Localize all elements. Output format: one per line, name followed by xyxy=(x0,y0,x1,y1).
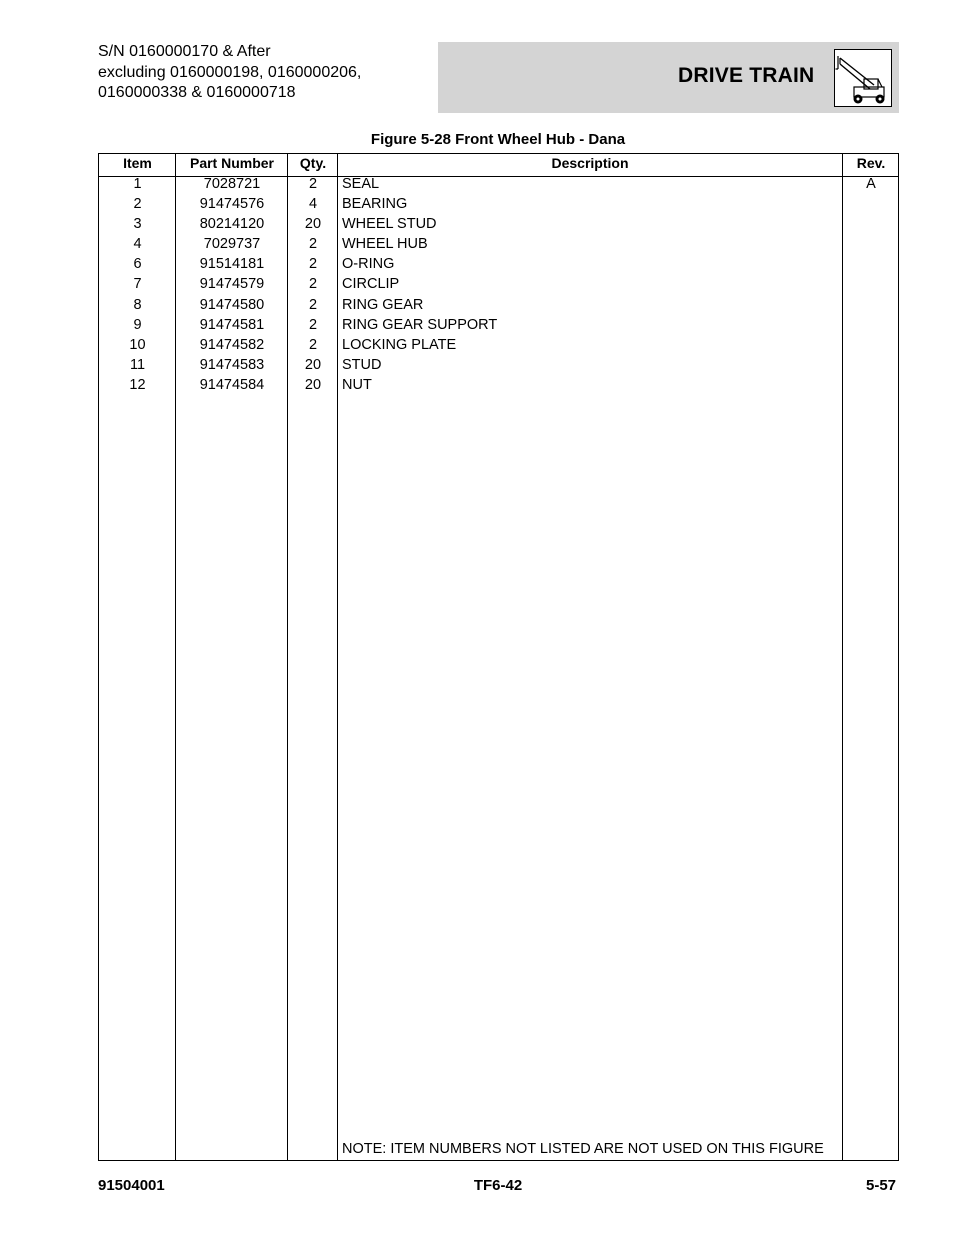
column-header-rev: Rev. xyxy=(856,155,886,171)
part-number: 91474584 xyxy=(199,377,265,393)
item-number: 11 xyxy=(129,357,146,373)
part-number: 7028721 xyxy=(203,176,261,192)
quantity: 2 xyxy=(308,276,318,292)
table-row xyxy=(99,377,898,397)
quantity: 20 xyxy=(304,357,322,373)
column-header-description: Description xyxy=(551,155,629,171)
table-note: NOTE: ITEM NUMBERS NOT LISTED ARE NOT USED ON THIS FIGURE xyxy=(342,1141,824,1157)
quantity: 2 xyxy=(308,176,318,192)
quantity: 2 xyxy=(308,256,318,272)
serial-line-2: excluding 0160000198, 0160000206, xyxy=(98,63,362,81)
table-row xyxy=(99,196,898,216)
part-number: 7029737 xyxy=(203,236,261,252)
table-row xyxy=(99,276,898,296)
figure-title: Figure 5-28 Front Wheel Hub - Dana xyxy=(370,131,626,148)
description: SEAL xyxy=(342,176,380,192)
part-number: 91474581 xyxy=(199,317,265,333)
item-number: 12 xyxy=(129,377,146,393)
item-number: 9 xyxy=(133,317,142,333)
quantity: 2 xyxy=(308,337,318,353)
part-number: 91474579 xyxy=(199,276,265,292)
item-number: 7 xyxy=(133,276,142,292)
table-row xyxy=(99,297,898,317)
quantity: 2 xyxy=(308,317,318,333)
quantity: 2 xyxy=(308,297,318,313)
quantity: 20 xyxy=(304,216,322,232)
part-number: 91474583 xyxy=(199,357,265,373)
column-header-part-number: Part Number xyxy=(189,155,275,171)
description: STUD xyxy=(342,357,382,373)
quantity: 20 xyxy=(304,377,322,393)
item-number: 6 xyxy=(133,256,142,272)
part-number: 91474582 xyxy=(199,337,265,353)
quantity: 4 xyxy=(308,196,318,212)
telehandler-icon xyxy=(834,49,892,107)
description: CIRCLIP xyxy=(342,276,400,292)
table-row xyxy=(99,216,898,236)
item-number: 4 xyxy=(133,236,142,252)
item-number: 3 xyxy=(133,216,142,232)
part-number: 91514181 xyxy=(199,256,265,272)
parts-table xyxy=(98,153,899,1161)
item-number: 10 xyxy=(129,337,146,353)
part-number: 91474576 xyxy=(199,196,265,212)
description: WHEEL HUB xyxy=(342,236,428,252)
quantity: 2 xyxy=(308,236,318,252)
part-number: 91474580 xyxy=(199,297,265,313)
serial-number-block xyxy=(98,42,361,104)
item-number: 8 xyxy=(133,297,142,313)
section-title: DRIVE TRAIN xyxy=(678,64,815,87)
footer-document-number: 91504001 xyxy=(98,1177,165,1194)
footer-page-number: 5-57 xyxy=(866,1177,897,1194)
table-row xyxy=(99,357,898,377)
revision: A xyxy=(866,176,876,192)
part-number: 80214120 xyxy=(199,216,265,232)
table-row xyxy=(99,176,898,196)
description: RING GEAR xyxy=(342,297,424,313)
table-row xyxy=(99,236,898,256)
description: LOCKING PLATE xyxy=(342,337,457,353)
description: RING GEAR SUPPORT xyxy=(342,317,498,333)
section-header-band xyxy=(438,42,899,113)
description: NUT xyxy=(342,377,372,393)
serial-line-1: S/N 0160000170 & After xyxy=(98,43,271,60)
table-row xyxy=(99,337,898,357)
item-number: 1 xyxy=(133,176,142,192)
serial-line-3: 0160000338 & 0160000718 xyxy=(98,84,296,101)
description: O-RING xyxy=(342,256,395,272)
column-header-item: Item xyxy=(123,155,152,171)
footer-section-code: TF6-42 xyxy=(473,1177,523,1194)
column-header-qty: Qty. xyxy=(299,155,327,171)
item-number: 2 xyxy=(133,196,142,212)
description: BEARING xyxy=(342,196,408,212)
table-row xyxy=(99,256,898,276)
description: WHEEL STUD xyxy=(342,216,437,232)
table-row xyxy=(99,317,898,337)
